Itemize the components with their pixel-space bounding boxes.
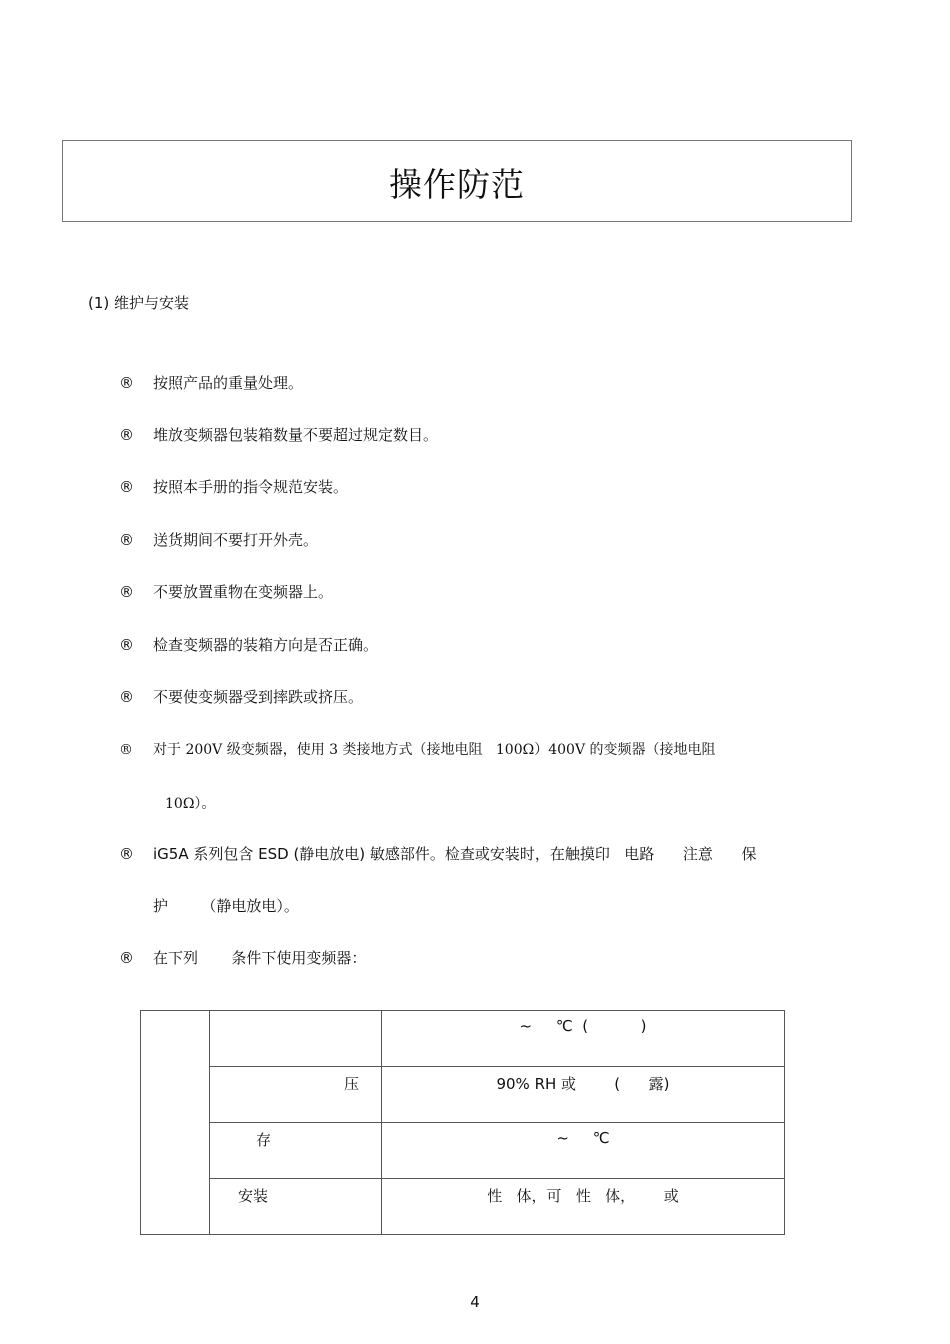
table-cell: 安装	[210, 1179, 382, 1235]
item-text: 检查变频器的装箱方向是否正确。	[153, 636, 379, 654]
item-text: 在下列 条件下使用变频器：	[153, 949, 367, 967]
section-heading: (1) 维护与安装	[88, 294, 190, 312]
registered-bullet-icon: ®	[119, 374, 134, 392]
registered-bullet-icon: ®	[119, 426, 134, 444]
item-text: 堆放变频器包装箱数量不要超过规定数目。	[153, 426, 439, 444]
registered-bullet-icon: ®	[119, 478, 134, 496]
table-cell: 性 体，可 性 体， 或	[382, 1179, 785, 1235]
page-number: 4	[470, 1293, 480, 1311]
registered-bullet-icon: ®	[119, 949, 134, 967]
list-item	[119, 581, 333, 602]
list-item	[119, 843, 756, 864]
item-continuation: 10Ω）。	[165, 796, 216, 812]
list-item	[119, 476, 348, 497]
item-continuation: 护 （静电放电）。	[153, 897, 299, 915]
item-text: 不要放置重物在变频器上。	[153, 583, 334, 601]
table-cell: 90% RH 或 ( 露)	[382, 1067, 785, 1123]
item-text: 对于 200V 级变频器，使用 3 类接地方式（接地电阻 100Ω）400V 的变频器（接地电阻	[153, 742, 716, 758]
registered-bullet-icon: ®	[119, 636, 134, 654]
list-item	[119, 686, 363, 707]
item-text: 送货期间不要打开外壳。	[153, 531, 319, 549]
registered-bullet-icon: ®	[119, 845, 134, 863]
table-row	[141, 1123, 785, 1179]
table-row	[141, 1011, 785, 1067]
table-cell: 压	[210, 1067, 382, 1123]
table-row	[141, 1179, 785, 1235]
item-text: 不要使变频器受到摔跌或挤压。	[153, 688, 364, 706]
registered-bullet-icon: ®	[119, 583, 134, 601]
list-item	[119, 372, 303, 393]
title-box	[62, 140, 852, 222]
item-text: iG5A 系列包含 ESD (静电放电) 敏感部件。检查或安装时，在触摸印 电路 注意 保	[153, 845, 757, 863]
list-item	[119, 739, 716, 759]
table-cell	[210, 1011, 382, 1067]
list-item	[119, 424, 438, 445]
registered-bullet-icon: ®	[119, 688, 134, 706]
item-text: 按照本手册的指令规范安装。	[153, 478, 349, 496]
item-text: 按照产品的重量处理。	[153, 374, 304, 392]
conditions-table	[140, 1010, 785, 1235]
registered-bullet-icon: ®	[119, 742, 133, 758]
page-title: 操作防范	[389, 165, 525, 204]
table-row	[141, 1067, 785, 1123]
registered-bullet-icon: ®	[119, 531, 134, 549]
table-cell: 存	[210, 1123, 382, 1179]
list-item	[119, 947, 366, 968]
list-item	[119, 529, 318, 550]
list-item	[119, 634, 378, 655]
table-cell: ~ ℃	[382, 1123, 785, 1179]
table-cell	[141, 1011, 210, 1235]
table-cell: ~ ℃ ( )	[382, 1011, 785, 1067]
